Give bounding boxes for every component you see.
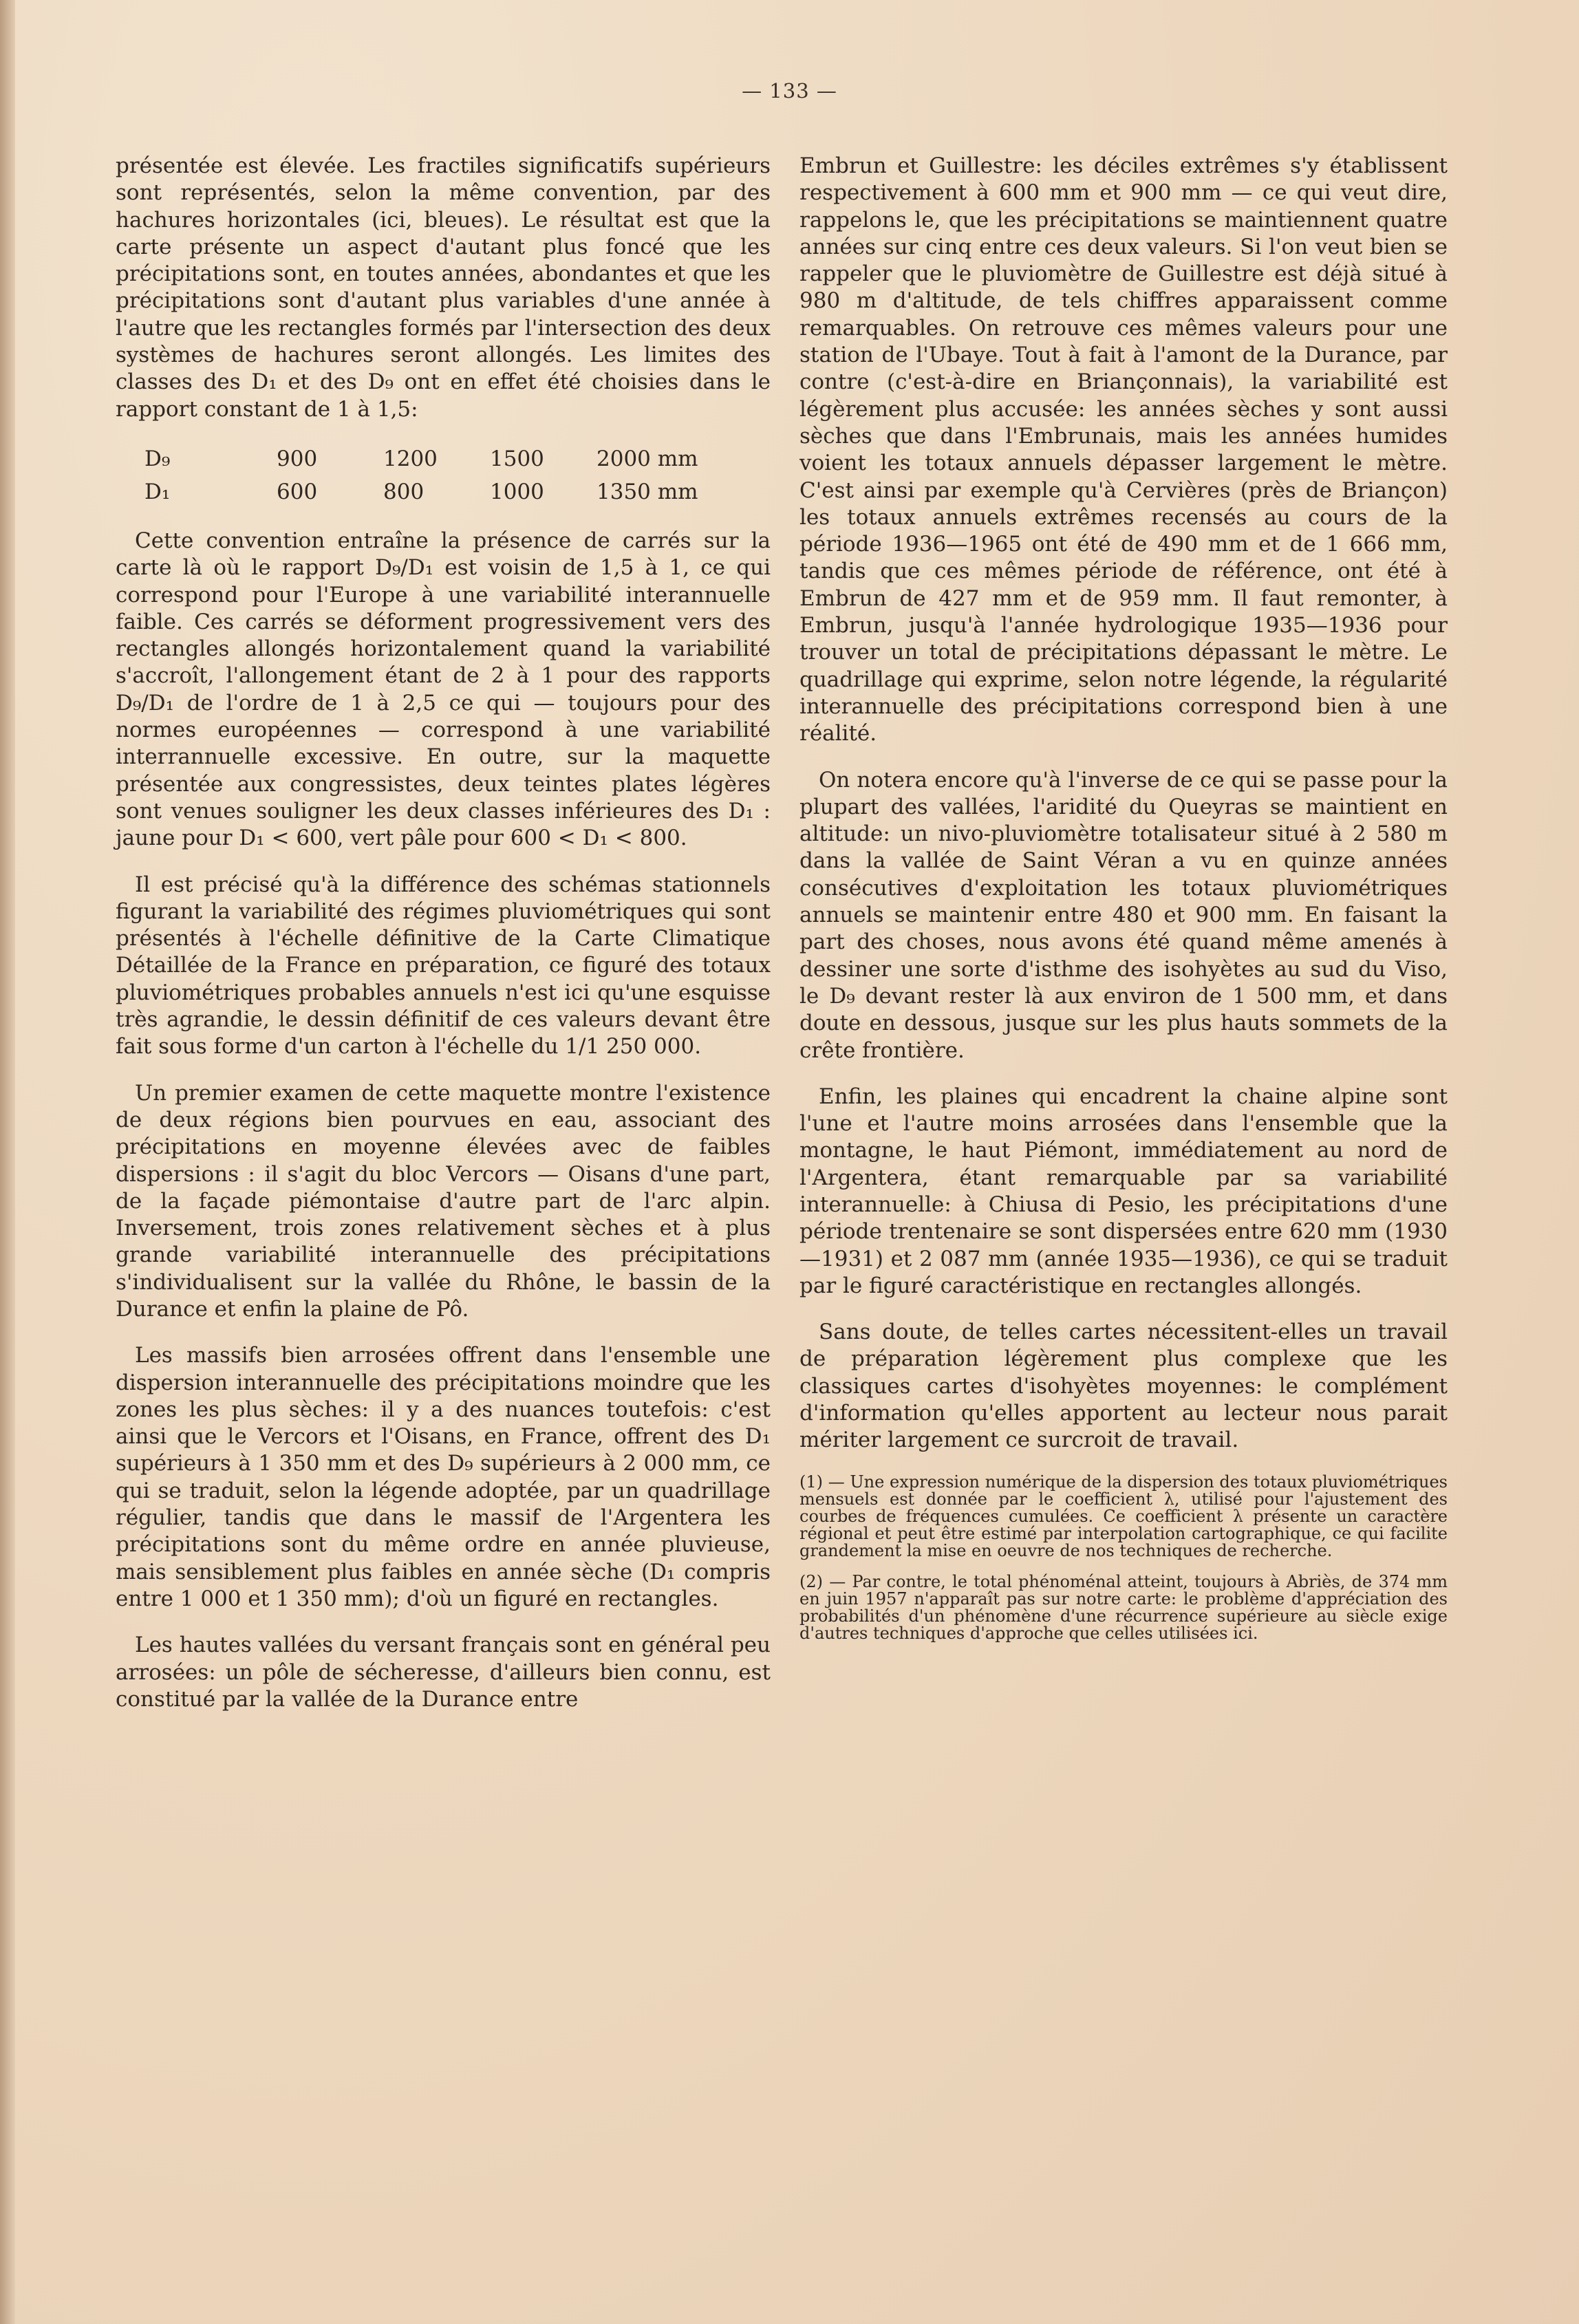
- table-cell: 800: [383, 479, 425, 504]
- table-cell: 2000 mm: [597, 446, 698, 471]
- paragraph: Les massifs bien arrosées offrent dans l'ensemble une dispersion interannuelle des précipitations moindre que les zones les plus sèches: il y a des nuances toutefois: c'est ainsi que le Vercors et l'Oisans, en France, offrent des D₁ supérieurs à 1 350 mm et des D₉ supérieurs à 2 000 mm, ce qui se traduit, selon la légende adoptée, par un quadrillage régulier, tandis que dans le massif de l'Argentera les précipitations sont du même ordre en année pluvieuse, mais sensiblement plus faibles en année sèche (D₁ compris entre 1 000 et 1 350 mm); d'où un figuré en rectangles.: [116, 1343, 771, 1611]
- page-number: — 133 —: [742, 79, 837, 103]
- paragraph: présentée est élevée. Les fractiles significatifs supérieurs sont représentés, selon la même convention, par des hachures horizontales (ici, bleues). Le résultat est que la carte présente un aspect d'autant plus foncé que les précipitations sont, en toutes années, abondantes et que les précipitations sont d'autant plus variables d'une année à l'autre que les rectangles formés par l'intersection des deux systèmes de hachures seront allongés. Les limites des classes des D₁ et des D₉ ont en effet été choisies dans le rapport constant de 1 à 1,5:: [116, 153, 771, 422]
- table-row: [144, 442, 703, 475]
- paragraph: Cette convention entraîne la présence de carrés sur la carte là où le rapport D₉/D₁ est voisin de 1,5 à 1, ce qui correspond pour l'Europe à une variabilité interannuelle faible. Ces carrés se déforment progressivement vers des rectangles allongés horizontalement quand la variabilité s'accroît, l'allongement étant de 2 à 1 pour des rapports D₉/D₁ de l'ordre de 1 à 2,5 ce qui — toujours pour des normes européennes — correspond à une variabilité interrannuelle excessive. En outre, sur la maquette présentée aux congressistes, deux teintes plates légères sont venues souligner les deux classes inférieures des D₁ : jaune pour D₁ < 600, vert pâle pour 600 < D₁ < 800.: [116, 528, 771, 851]
- table-row-label: D₉: [144, 446, 171, 471]
- table-cell: 900: [277, 446, 318, 471]
- table-cell: 1000: [490, 479, 544, 504]
- paragraph: On notera encore qu'à l'inverse de ce qui se passe pour la plupart des vallées, l'aridité du Queyras se maintient en altitude: un nivo-pluviomètre totalisateur situé à 2 580 m dans la vallée de Saint Véran a vu en quinze années consécutives d'exploitation les totaux pluviométriques annuels se maintenir entre 480 et 900 mm. En faisant la part des choses, nous avons été quand même amenés à dessiner une sorte d'isthme des isohyètes au sud du Viso, le D₉ devant rester là aux environ de 1 500 mm, et dans doute en dessous, jusque sur les plus hauts sommets de la crête frontière.: [799, 767, 1448, 1063]
- footnote: (2) — Par contre, le total phénoménal atteint, toujours à Abriès, de 374 mm en juin 1957 n'apparaît pas sur notre carte: le problème d'appréciation des probabilités d'un phénomène d'une récurrence supérieure au siècle exige d'autres techniques d'approche que celles utilisées ici.: [799, 1571, 1448, 1643]
- table-row-label: D₁: [144, 479, 171, 504]
- paragraph: Un premier examen de cette maquette montre l'existence de deux régions bien pourvues en eau, associant des précipitations en moyenne élevées avec de faibles dispersions : il s'agit du bloc Vercors — Oisans d'une part, de la façade piémontaise d'autre part de l'arc alpin. Inversement, trois zones relativement sèches et à plus grande variabilité interannuelle des précipitations s'individualisent sur la vallée du Rhône, le bassin de la Durance et enfin la plaine de Pô.: [116, 1080, 771, 1322]
- paragraph: Embrun et Guillestre: les déciles extrêmes s'y établissent respectivement à 600 mm et 900 mm — ce qui veut dire, rappelons le, que les précipitations se maintiennent quatre années sur cinq entre ces deux valeurs. Si l'on veut bien se rappeler que le pluviomètre de Guillestre est déjà situé à 980 m d'altitude, de tels chiffres apparaissent comme remarquables. On retrouve ces mêmes valeurs pour une station de l'Ubaye. Tout à fait à l'amont de la Durance, par contre (c'est-à-dire en Briançonnais), la variabilité est légèrement plus accusée: les années sèches y sont aussi sèches que dans l'Embrunais, mais les années humides voient les totaux annuels dépasser largement le mètre. C'est ainsi par exemple qu'à Cervières (près de Briançon) les totaux annuels extrêmes recensés au cours de la période 1936—1965 ont été de 490 mm et de 1 666 mm, tandis que ces mêmes période de référence, ont été à Embrun de 427 mm et de 959 mm. Il faut remonter, à Embrun, jusqu'à l'année hydrologique 1935—1936 pour trouver un total de précipitations dépassant le mètre. Le quadrillage qui exprime, selon notre légende, la régularité interannuelle des précipitations correspond bien à une réalité.: [799, 153, 1448, 746]
- table-cell: 1500: [490, 446, 544, 471]
- footnote: (1) — Une expression numérique de la dispersion des totaux pluviométriques mensuels est donnée par le coefficient λ, utilisé pour l'ajustement des courbes de fréquences cumulées. Ce coefficient λ présente un caractère régional et peut être estimé par interpolation cartographique, ce qui facilite grandement la mise en oeuvre de nos techniques de recherche.: [799, 1472, 1448, 1560]
- page-spine-shadow: [0, 0, 15, 2324]
- table-cell: 1200: [383, 446, 438, 471]
- table-cell: 1350 mm: [597, 479, 698, 504]
- paragraph: Enfin, les plaines qui encadrent la chaine alpine sont l'une et l'autre moins arrosées dans l'ensemble que la montagne, le haut Piémont, immédiatement au nord de l'Argentera, étant remarquable par sa variabilité interannuelle: à Chiusa di Pesio, les précipitations d'une période trentenaire se sont dispersées entre 620 mm (1930—1931) et 2 087 mm (année 1935—1936), ce qui se traduit par le figuré caractéristique en rectangles allongés.: [799, 1084, 1448, 1298]
- paragraph: Il est précisé qu'à la différence des schémas stationnels figurant la variabilité des régimes pluviométriques qui sont présentés à l'échelle définitive de la Carte Climatique Détaillée de la France en préparation, ce figuré des totaux pluviométriques probables annuels n'est ici qu'une esquisse très agrandie, le dessin définitif de ces valeurs devant être fait sous forme d'un carton à l'échelle du 1/1 250 000.: [116, 872, 771, 1059]
- right-column: [799, 153, 1448, 1656]
- class-limits-table: [144, 442, 703, 508]
- paragraph: Les hautes vallées du versant français sont en général peu arrosées: un pôle de sécheresse, d'ailleurs bien connu, est constitué par la vallée de la Durance entre: [116, 1633, 771, 1712]
- paragraph: Sans doute, de telles cartes nécessitent-elles un travail de préparation légèrement plus complexe que les classiques cartes d'isohyètes moyennes: le complément d'information qu'elles apportent au lecteur nous parait mériter largement ce surcroit de travail.: [799, 1320, 1448, 1453]
- table-cell: 600: [277, 479, 318, 504]
- footnotes: [799, 1474, 1448, 1642]
- left-column: [116, 153, 771, 1732]
- table-row: [144, 475, 703, 508]
